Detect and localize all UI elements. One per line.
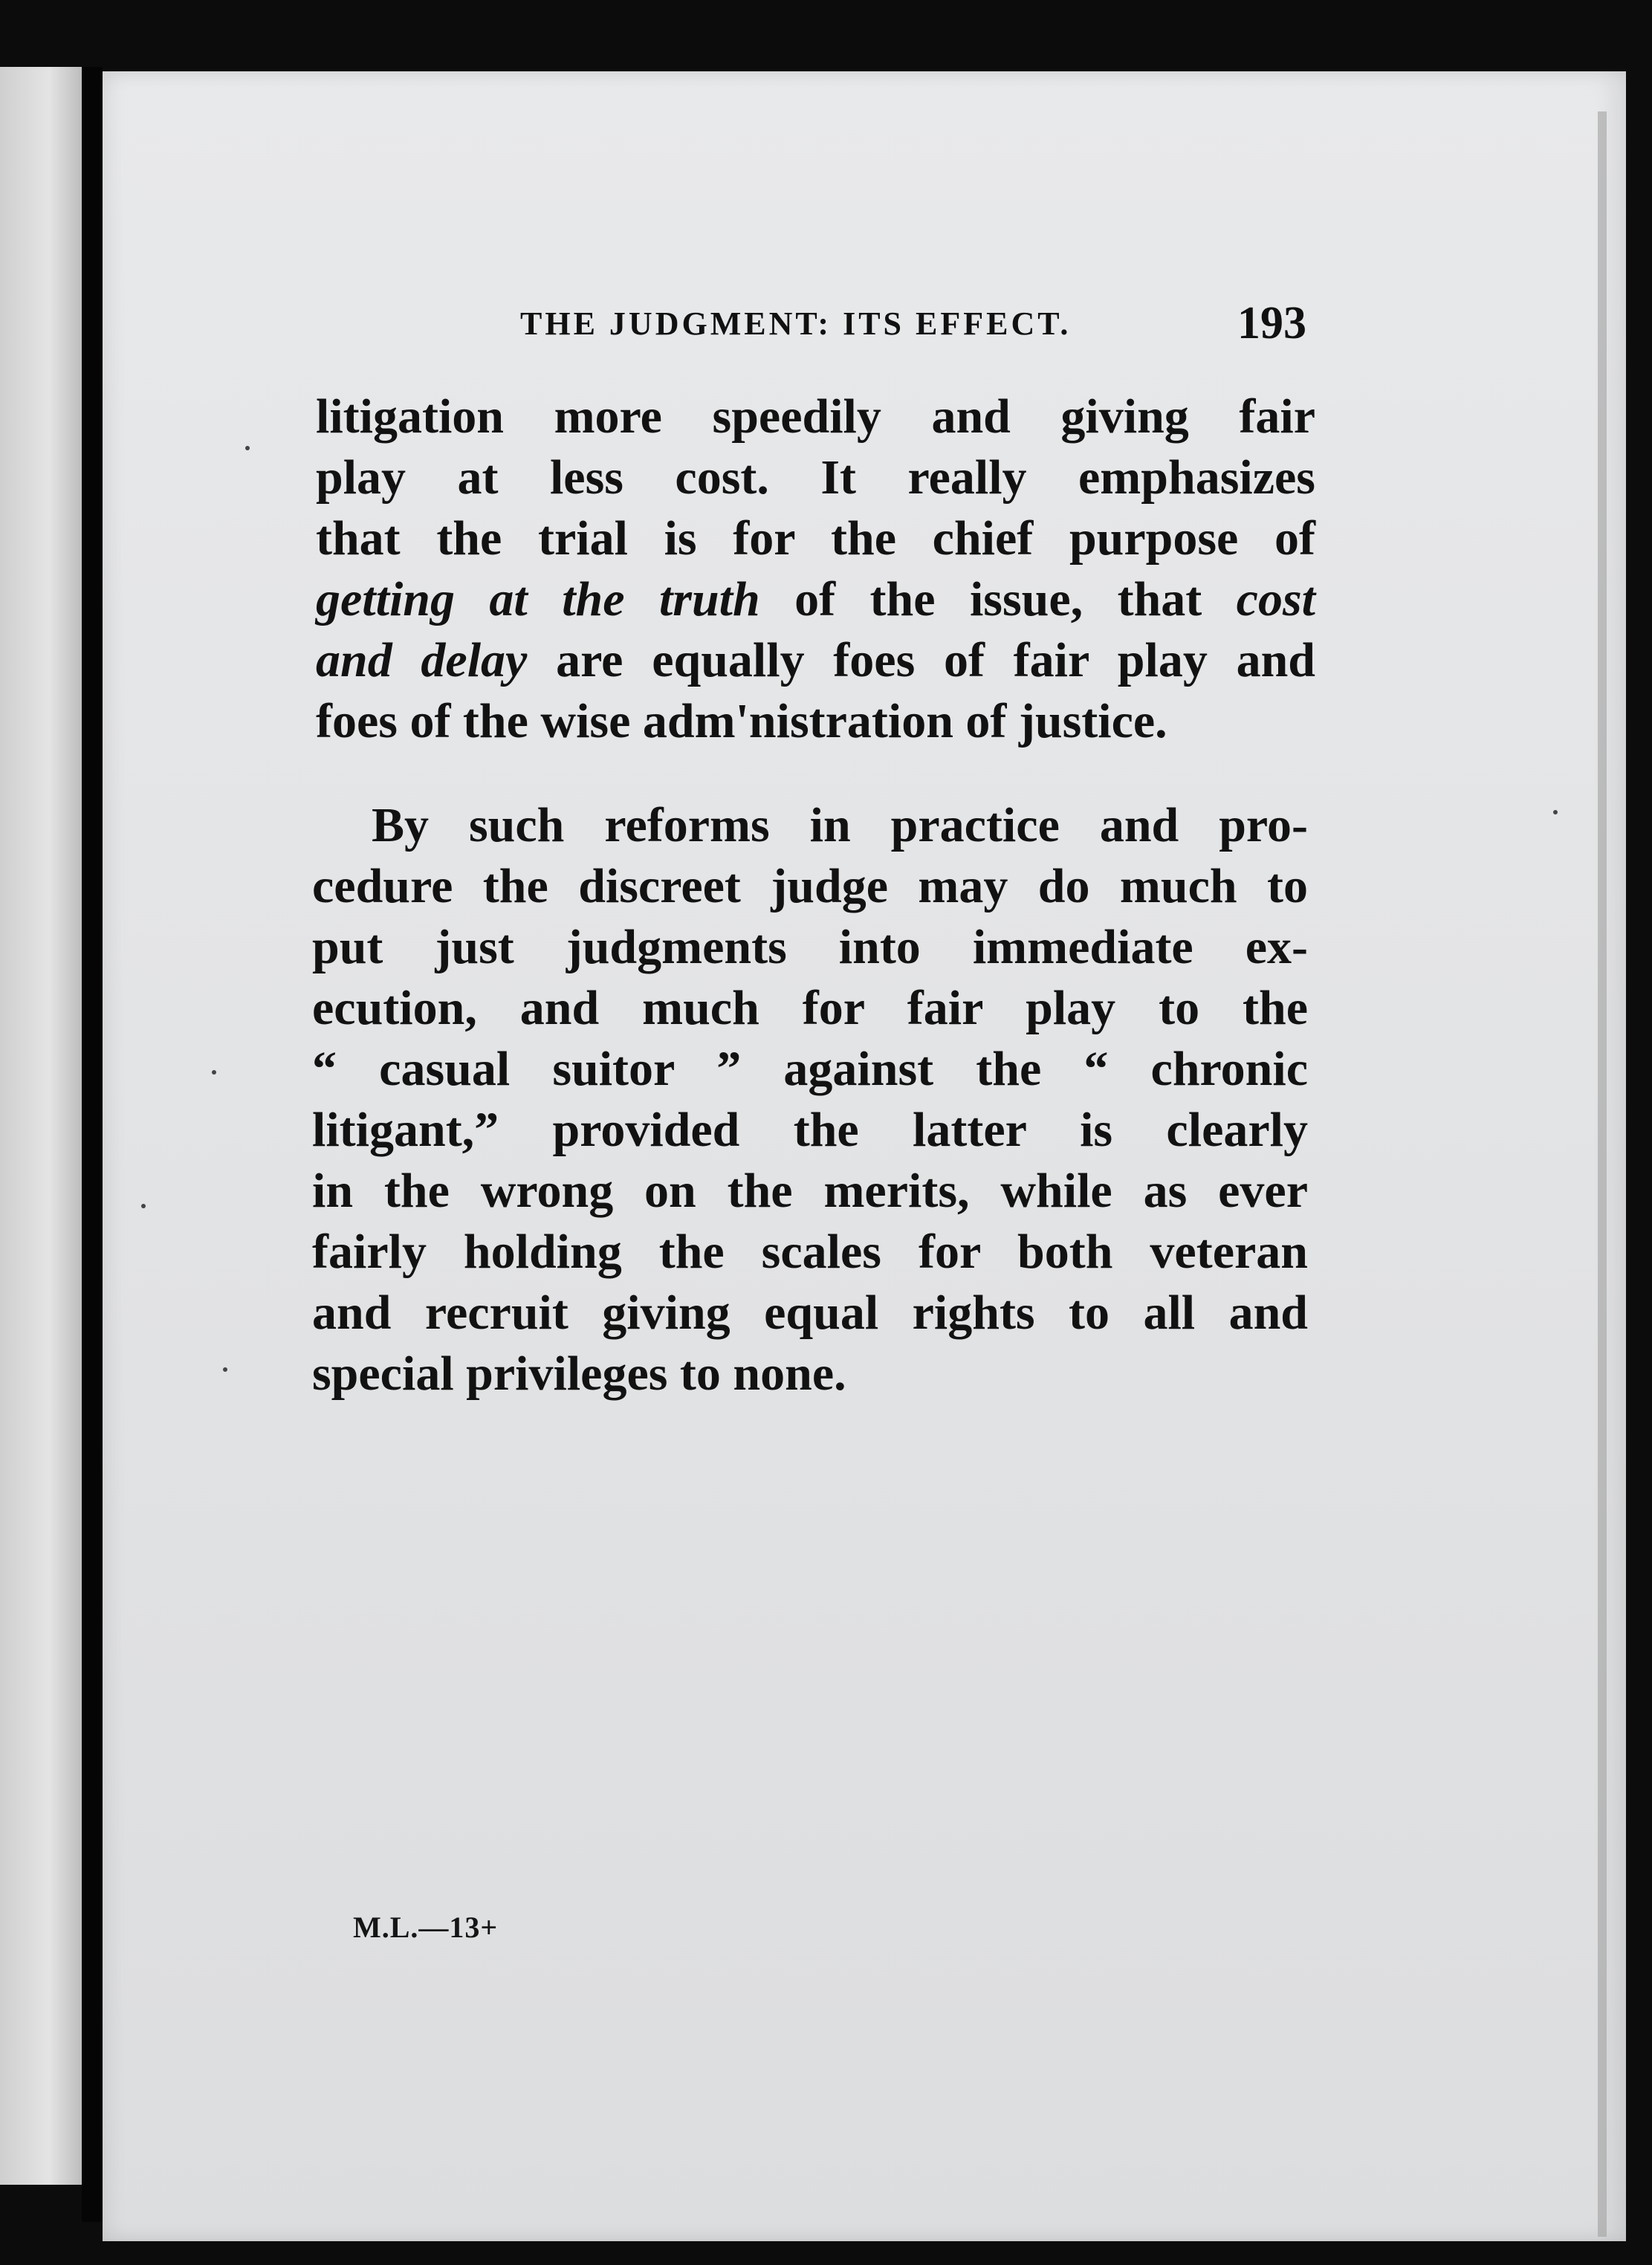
italic-phrase: getting at the truth <box>316 572 760 626</box>
text-line <box>312 1283 1308 1344</box>
paragraph-1 <box>316 386 1315 752</box>
text-line <box>312 1161 1308 1222</box>
text-line <box>316 691 1315 752</box>
print-speck <box>141 1204 146 1208</box>
text-run: put just judgments into immediate ex- <box>312 920 1308 974</box>
text-line <box>316 508 1315 569</box>
book-spine <box>82 67 103 2222</box>
text-line <box>316 630 1315 691</box>
text-run: that the trial is for the chief purpose of <box>316 511 1315 566</box>
text-run: play at less cost. It really emphasizes <box>316 450 1315 505</box>
text-run: and recruit giving equal rights to all and <box>312 1286 1308 1340</box>
text-line <box>312 795 1308 856</box>
text-run: foes of the wise adm'nistration of justice. <box>316 694 1167 748</box>
text-run: cedure the discreet judge may do much to <box>312 859 1308 913</box>
text-line <box>312 917 1308 978</box>
text-run: litigant,” provided the latter is clearly <box>312 1103 1308 1157</box>
text-run: By such reforms in practice and pro- <box>372 798 1308 852</box>
paragraph-2 <box>312 795 1308 1404</box>
print-speck <box>1553 810 1558 814</box>
text-line <box>316 447 1315 508</box>
text-line <box>316 386 1315 447</box>
text-line <box>312 1222 1308 1283</box>
text-run: special privileges to none. <box>312 1347 846 1401</box>
text-run: are equally foes of fair play and <box>527 633 1315 687</box>
print-speck <box>212 1070 216 1075</box>
running-title: THE JUDGMENT: ITS EFFECT. <box>520 305 1072 342</box>
text-line <box>316 569 1315 630</box>
text-run: litigation more speedily and giving fair <box>316 389 1315 444</box>
print-speck <box>223 1367 227 1372</box>
text-line <box>312 1039 1308 1100</box>
text-line <box>312 1100 1308 1161</box>
page-number: 193 <box>1237 298 1306 349</box>
print-speck <box>245 446 250 450</box>
text-line <box>312 978 1308 1039</box>
page-right-edge <box>1598 111 1607 2237</box>
italic-phrase: cost <box>1236 572 1315 626</box>
italic-phrase: and delay <box>316 633 528 687</box>
previous-page-edge <box>0 67 82 2185</box>
text-run: of the issue, that <box>759 572 1237 626</box>
text-line <box>312 856 1308 917</box>
text-run: ecution, and much for fair play to the <box>312 981 1308 1035</box>
text-run: fairly holding the scales for both veteran <box>312 1225 1308 1279</box>
text-run: “ casual suitor ” against the “ chronic <box>312 1042 1308 1096</box>
text-run: in the wrong on the merits, while as ever <box>312 1164 1308 1218</box>
text-line <box>312 1344 1308 1404</box>
signature-mark: M.L.—13+ <box>353 1911 499 1944</box>
